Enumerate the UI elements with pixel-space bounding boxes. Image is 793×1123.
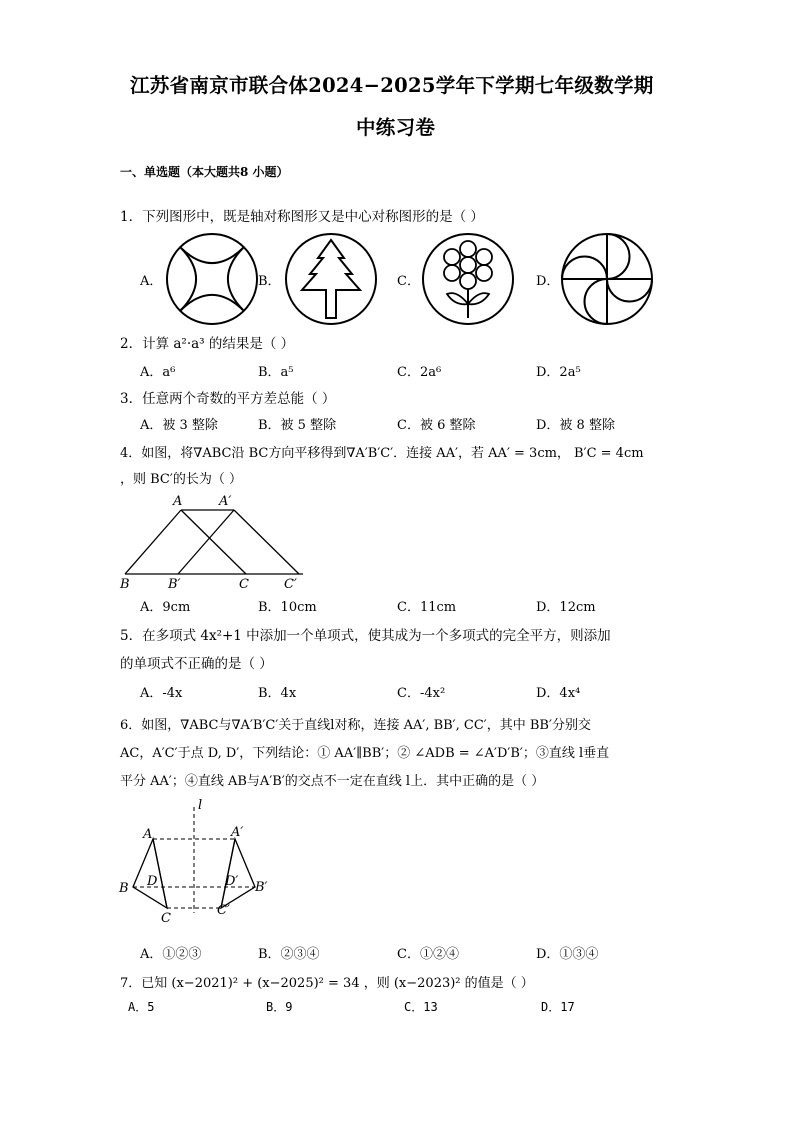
q2-option-c: C．2a⁶ [397,365,442,380]
question-6-line-1: 6．如图，∇ABC与∇A′B′C′关于直线l对称，连接 AA′, BB′, CC′，其中 BB′分别交 [120,718,591,733]
q7-option-c: C．13 [404,1000,438,1014]
q1-label-b: B． [258,274,281,289]
q3-option-d: D．被 8 整除 [536,418,615,433]
q5-option-b: B．4x [258,686,297,701]
q4-option-a: A．9cm [140,600,191,615]
title-line-1: 江苏省南京市联合体2024−2025学年下学期七年级数学期 [130,74,654,97]
q1-label-d: D． [536,274,560,289]
q6-label-c-prime: C′ [217,903,230,918]
q4-option-b: B．10cm [258,600,317,615]
q3-option-c: C．被 6 整除 [397,418,476,433]
q4-option-c: C．11cm [397,600,457,615]
q5-option-a: A．-4x [140,686,183,701]
question-6-line-3: 平分 AA′；④直线 AB与A′B′的交点不一定在直线 l上．其中正确的是（ ） [120,774,545,789]
q7-option-a: A．5 [128,1000,155,1014]
question-4-line-1: 4．如图，将∇ABC沿 BC方向平移得到∇A′B′C′．连接 AA′，若 AA′ = 3cm， B′C = 4cm [120,446,644,461]
question-3-stem: 3．任意两个奇数的平方差总能（ ） [120,391,336,407]
q4-label-a: A [173,494,183,509]
question-5-line-2: 的单项式不正确的是（ ） [120,656,273,672]
q6-label-a-prime: A′ [231,825,244,840]
q6-label-l: l [198,798,203,813]
q5-option-d: D．4x⁴ [536,686,581,701]
q4-label-a-prime: A′ [219,494,232,509]
question-5-line-1: 5．在多项式 4x²+1 中添加一个单项式，使其成为一个多项式的完全平方，则添加 [120,628,611,644]
q3-option-b: B．被 5 整除 [258,418,337,433]
q2-option-b: B．a⁵ [258,365,294,380]
section-heading: 一、单选题（本大题共8 小题） [120,165,289,179]
q7-option-b: B．9 [266,1000,293,1014]
q6-label-d: D [147,874,158,889]
q1-figure-c [421,232,515,326]
question-7-stem: 7．已知 (x−2021)² + (x−2025)² = 34 ，则 (x−2023)² 的值是（ ） [120,976,534,991]
q6-reflection-figure [115,795,275,930]
question-4-line-2: ，则 BC′的长为（ ） [120,472,242,487]
q1-label-a: A． [140,274,163,289]
q1-figure-b [284,232,378,326]
q1-label-c: C． [397,274,420,289]
q3-option-a: A．被 3 整除 [140,418,218,433]
q2-option-a: A．a⁶ [140,365,176,380]
q1-figure-d [560,232,654,326]
q4-label-c-prime: C′ [284,577,297,592]
q4-label-c: C [239,577,249,592]
question-2-stem: 2．计算 a²·a³ 的结果是（ ） [120,336,295,352]
q7-option-d: D．17 [541,1000,575,1014]
q6-label-b-prime: B′ [255,880,268,895]
q4-translation-figure [115,490,315,590]
question-6-line-2: AC，A′C′于点 D, D′，下列结论：① AA′∥BB′；② ∠ADB = ∠A′D′B′；③直线 l垂直 [120,746,610,761]
q6-label-b: B [119,881,129,896]
q6-option-b: B．②③④ [258,947,320,962]
q6-option-d: D．①③④ [536,947,599,962]
q4-label-b-prime: B′ [168,577,181,592]
q6-label-a: A [143,827,153,842]
question-1-stem: 1．下列图形中，既是轴对称图形又是中心对称图形的是（ ） [120,209,484,225]
q6-label-d-prime: D′ [225,874,239,889]
q6-option-a: A．①②③ [140,947,202,962]
title-line-2: 中练习卷 [356,116,436,139]
q5-option-c: C．-4x² [397,686,446,701]
q4-label-b: B [120,577,130,592]
q1-figure-a [165,232,259,326]
q6-option-c: C．①②④ [397,947,459,962]
q2-option-d: D．2a⁵ [536,365,581,380]
q4-option-d: D．12cm [536,600,596,615]
q6-label-c: C [161,911,171,926]
